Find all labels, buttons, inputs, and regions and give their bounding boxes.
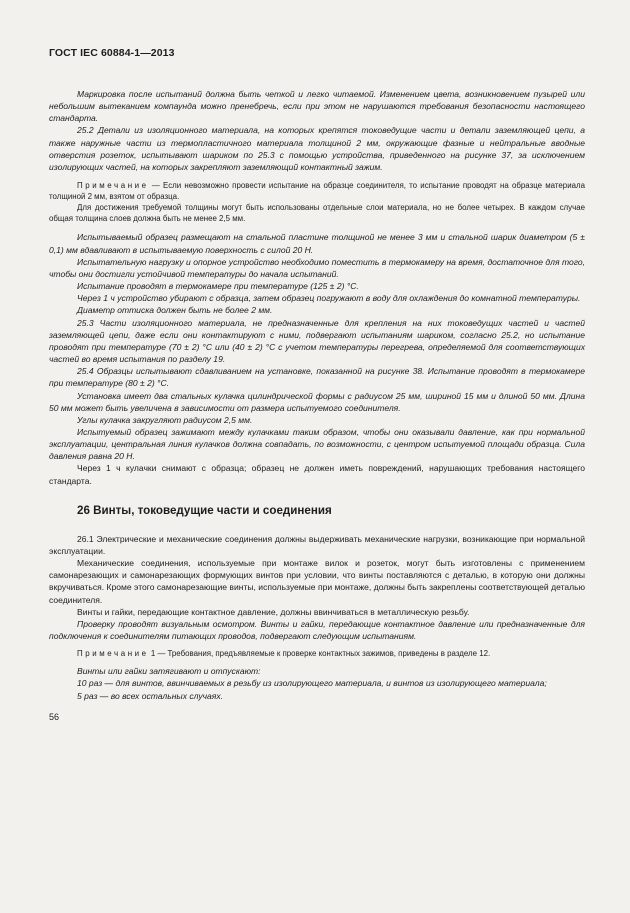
paragraph: Диаметр оттиска должен быть не более 2 мм. bbox=[77, 305, 273, 316]
paragraph: 25.3 Части изоляционного материала, не предназначенные для крепления на них токоведущих частей и частей заземляющей цепи, даже если они контактируют с ними, подвергают испытаниям шариком, согласно 25.2, но испытание проводят при температуре (70 ± 2) °С или (40 ± 2) °С с учетом температуры перегрева, определяемой для соответствующих частей во время испытания по разделу 19. bbox=[49, 317, 585, 365]
note-paragraph bbox=[49, 180, 585, 202]
block-25-2-25-4 bbox=[49, 231, 585, 486]
paragraph: 25.2 Детали из изоляционного материала, на которых крепятся токоведущие части и детали заземляющей цепи, а также наружные части из термопластичного материала толщиной 2 мм, окружающие фазные и нейтральные вводные отверстия розеток, испытывают шариком по 25.3 с помощью устройства, приведенного на рисунке 37, за исключением изолирующих частей, на которых закрепляют заземляющий контактный зажим. bbox=[49, 125, 585, 172]
paragraph: Испытываемый образец размещают на стальной пластине толщиной не менее 3 мм и стальной шарик диаметром (5 ± 0,1) мм вдавливают в испытываемую поверхность с силой 20 Н. bbox=[49, 232, 585, 255]
paragraph: Через 1 ч кулачки снимают с образца; образец не должен иметь повреждений, нарушающих требования настоящего стандарта. bbox=[49, 463, 585, 486]
section-heading: 26 Винты, токоведущие части и соединения bbox=[77, 503, 332, 517]
paragraph: Маркировка после испытаний должна быть четкой и легко читаемой. Изменением цвета, возникновением пузырей или небольшим вытеканием компаунда можно пренебречь, если при этом не нарушаются требования безопасности настоящего стандарта. bbox=[49, 89, 585, 124]
paragraph: Испытательную нагрузку и опорное устройство необходимо поместить в термокамеру на время, достаточное для того, чтобы они достигли устойчивой температуры до начала испытаний. bbox=[49, 256, 585, 279]
note-label: Примечание bbox=[77, 181, 149, 191]
note-text: 1 — Требования, предъявляемые к проверке контактных зажимов, приведены в разделе 12. bbox=[148, 649, 491, 659]
paragraph: Установка имеет два стальных кулачка цилиндрической формы с радиусом 25 мм, шириной 15 мм и длиной 50 мм. Длина 50 мм может быть увеличена в зависимости от размера испытуемого соединителя. bbox=[49, 390, 585, 413]
paragraph: Испытуемый образец зажимают между кулачками таким образом, чтобы они оказывали давление, как при нормальной эксплуатации, центральная линия кулачков должна совпадать, по возможности, с центром испытуемой площади образца. Сила давления равна 20 Н. bbox=[49, 426, 585, 462]
document-page bbox=[49, 47, 585, 722]
note-paragraph bbox=[49, 648, 585, 659]
document-header: ГОСТ IEC 60884-1—2013 bbox=[49, 47, 175, 59]
section-26-body bbox=[49, 533, 585, 702]
paragraph: Винты и гайки, передающие контактное давление, должны ввинчиваться в металлическую резьбу. bbox=[77, 606, 470, 617]
paragraph: Углы кулачка закругляют радиусом 2,5 мм. bbox=[77, 414, 253, 425]
paragraph: Проверку проводят визуальным осмотром. Винты и гайки, передающие контактное давление или предназначенные для подключения к соединителям питающих проводов, подвергают следующим испытаниям. bbox=[49, 618, 585, 641]
note-text: — Если невозможно провести испытание на образце соединителя, то испытание проводят на образце материала толщиной 2 мм, взятом от образца. bbox=[49, 181, 585, 202]
paragraph: 10 раз — для винтов, ввинчиваемых в резьбу из изолирующего материала, и винтов из изолирующего материала; bbox=[77, 678, 547, 689]
paragraph: Испытание проводят в термокамере при температуре (125 ± 2) °С. bbox=[77, 281, 359, 292]
note-label: Примечание bbox=[77, 649, 149, 659]
page-number: 56 bbox=[49, 711, 60, 722]
block-25-1 bbox=[49, 88, 585, 173]
paragraph: 26.1 Электрические и механические соединения должны выдерживать механические нагрузки, возникающие при нормальной эксплуатации. bbox=[49, 533, 585, 556]
paragraph: Через 1 ч устройство убирают с образца, затем образец погружают в воду для охлаждения до комнатной температуры. bbox=[77, 293, 581, 304]
paragraph: Винты или гайки затягивают и отпускают: bbox=[77, 666, 261, 677]
paragraph: Механические соединения, используемые при монтаже вилок и розеток, могут быть изготовлены с применением самонарезающих и самонарезающих формующих винтов при условии, что винты поставляются с деталью, в которую они должны вкручиваться. Кроме этого самонарезающие винты, используемые при монтаже, должны быть закреплены соответствующей деталью соединителя. bbox=[49, 558, 585, 605]
note-paragraph: Для достижения требуемой толщины могут быть использованы отдельные слои материала, но не более четырех. В каждом случае общая толщина слоев должна быть не менее 2,5 мм. bbox=[49, 203, 585, 224]
paragraph: 5 раз — во всех остальных случаях. bbox=[77, 690, 224, 701]
paragraph: 25.4 Образцы испытывают сдавливанием на установке, показанной на рисунке 38. Испытание проводят в термокамере при температуре (80 ± 2) °С. bbox=[49, 366, 585, 389]
note-block bbox=[49, 180, 585, 224]
